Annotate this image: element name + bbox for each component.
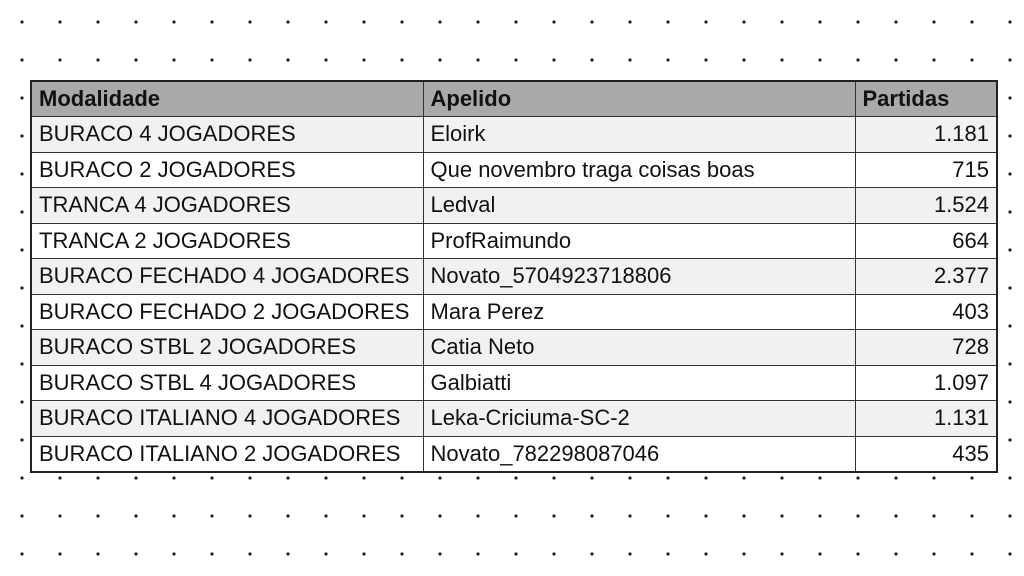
cell-modalidade: BURACO FECHADO 2 JOGADORES xyxy=(31,294,423,330)
table-row xyxy=(31,117,997,153)
cell-modalidade: BURACO ITALIANO 2 JOGADORES xyxy=(31,436,423,472)
cell-partidas: 1.097 xyxy=(855,365,997,401)
table-row xyxy=(31,259,997,295)
header-partidas: Partidas xyxy=(855,81,997,117)
cell-apelido: ProfRaimundo xyxy=(423,223,855,259)
cell-partidas: 664 xyxy=(855,223,997,259)
cell-apelido: Catia Neto xyxy=(423,330,855,366)
table-row xyxy=(31,188,997,224)
table-row xyxy=(31,436,997,472)
matches-table xyxy=(30,80,998,473)
cell-apelido: Novato_5704923718806 xyxy=(423,259,855,295)
header-modalidade: Modalidade xyxy=(31,81,423,117)
cell-apelido: Eloirk xyxy=(423,117,855,153)
cell-modalidade: BURACO STBL 4 JOGADORES xyxy=(31,365,423,401)
cell-apelido: Mara Perez xyxy=(423,294,855,330)
cell-modalidade: TRANCA 4 JOGADORES xyxy=(31,188,423,224)
cell-modalidade: BURACO FECHADO 4 JOGADORES xyxy=(31,259,423,295)
cell-partidas: 1.524 xyxy=(855,188,997,224)
header-apelido: Apelido xyxy=(423,81,855,117)
table-header-row xyxy=(31,81,997,117)
table-row xyxy=(31,365,997,401)
cell-partidas: 435 xyxy=(855,436,997,472)
cell-modalidade: TRANCA 2 JOGADORES xyxy=(31,223,423,259)
cell-modalidade: BURACO STBL 2 JOGADORES xyxy=(31,330,423,366)
cell-partidas: 2.377 xyxy=(855,259,997,295)
cell-apelido: Leka-Criciuma-SC-2 xyxy=(423,401,855,437)
cell-partidas: 1.131 xyxy=(855,401,997,437)
cell-partidas: 1.181 xyxy=(855,117,997,153)
cell-modalidade: BURACO ITALIANO 4 JOGADORES xyxy=(31,401,423,437)
table-row xyxy=(31,294,997,330)
table-row xyxy=(31,401,997,437)
cell-apelido: Novato_782298087046 xyxy=(423,436,855,472)
cell-partidas: 728 xyxy=(855,330,997,366)
table-row xyxy=(31,223,997,259)
cell-partidas: 403 xyxy=(855,294,997,330)
cell-apelido: Que novembro traga coisas boas xyxy=(423,152,855,188)
cell-apelido: Ledval xyxy=(423,188,855,224)
cell-modalidade: BURACO 2 JOGADORES xyxy=(31,152,423,188)
cell-modalidade: BURACO 4 JOGADORES xyxy=(31,117,423,153)
table-row xyxy=(31,152,997,188)
cell-apelido: Galbiatti xyxy=(423,365,855,401)
cell-partidas: 715 xyxy=(855,152,997,188)
table-row xyxy=(31,330,997,366)
table-body xyxy=(31,117,997,472)
